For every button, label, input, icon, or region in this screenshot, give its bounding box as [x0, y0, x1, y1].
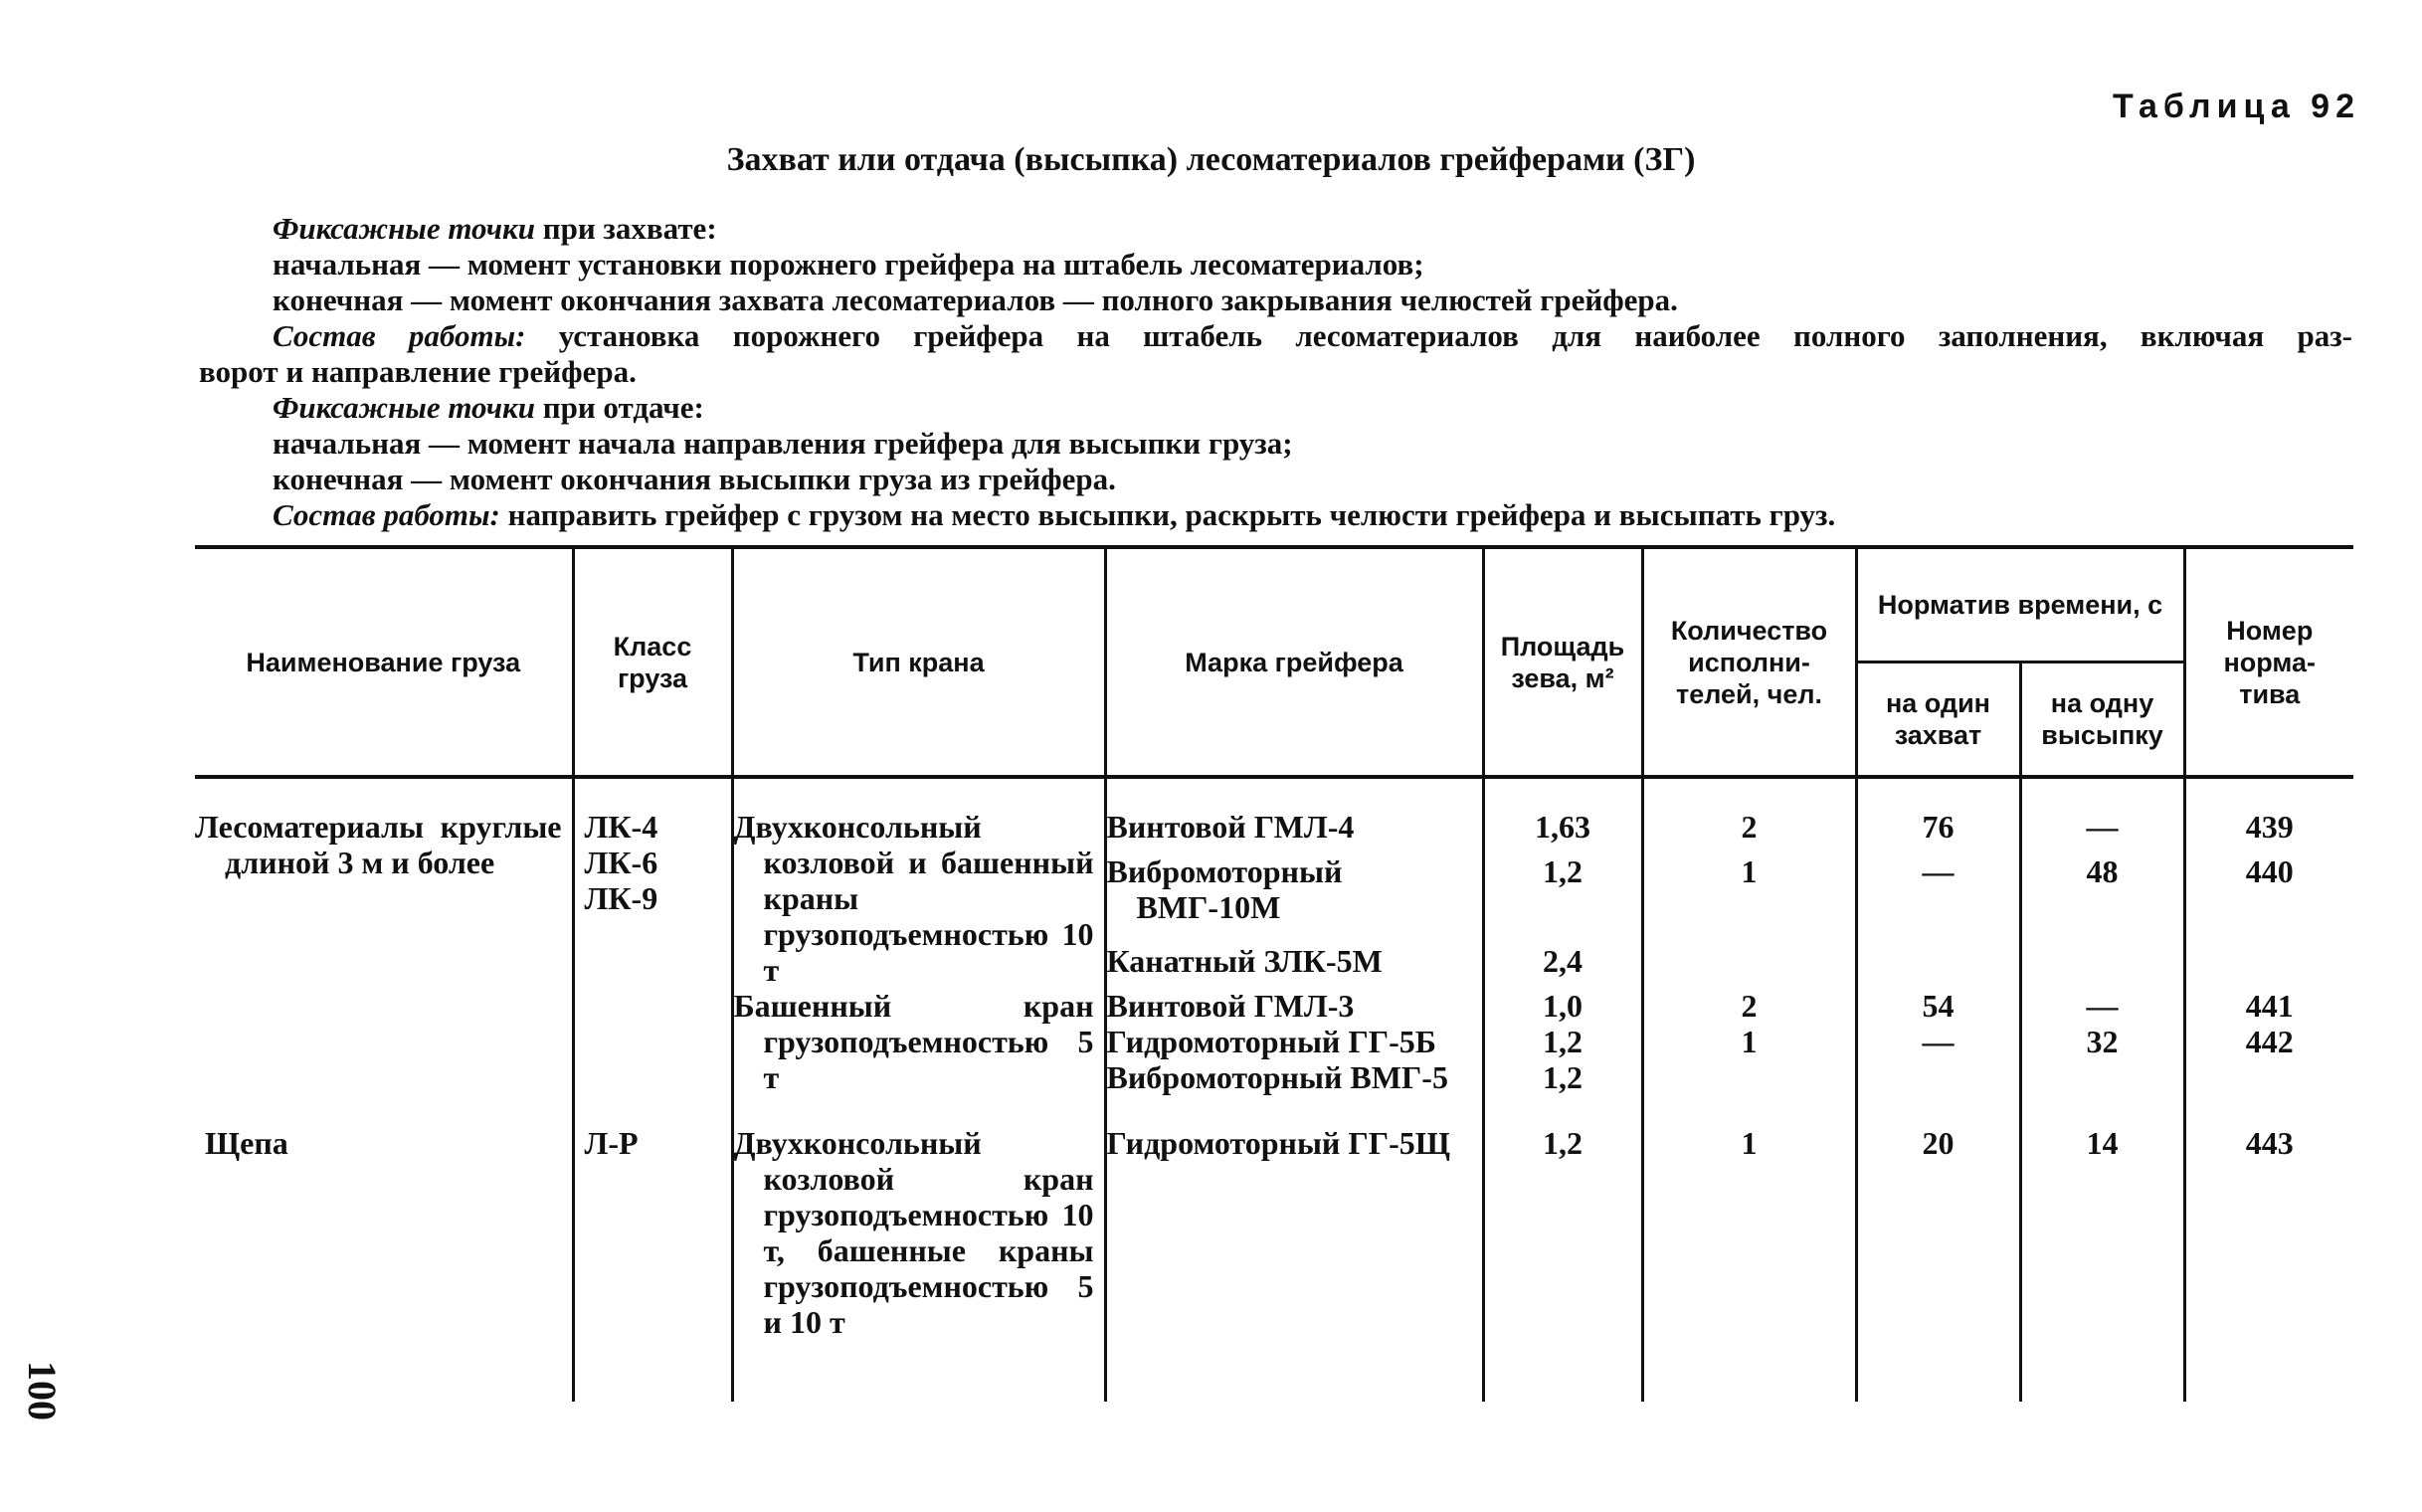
time-per-release: 48	[2020, 853, 2184, 943]
workers-count: 1	[1642, 1125, 1856, 1340]
cargo-class: ЛК-4	[584, 809, 658, 845]
fix-release-label: Фиксажные точки	[273, 390, 535, 425]
header-cargo-name: Наименование груза	[195, 547, 573, 777]
header-cargo-class: Класс груза	[573, 547, 732, 777]
time-per-capture: 76	[1856, 809, 2020, 853]
grab-brand: Винтовой ГМЛ-4	[1105, 809, 1483, 853]
table-title: Захват или отдача (высыпка) лесоматериалов грейферами (ЗГ)	[726, 141, 1696, 178]
cargo-class: ЛК-6	[584, 845, 658, 880]
jaw-area: 1,63	[1483, 809, 1642, 853]
time-per-release: —	[2020, 809, 2184, 853]
jaw-area: 1,2	[1483, 853, 1642, 943]
crane-type-1: Двухконсольный козловой и башенный краны грузоподъемностью 10 т	[732, 809, 1105, 988]
fix-release-text: при отдаче:	[534, 390, 704, 425]
intro-text	[199, 211, 2352, 533]
norm-number: 439	[2184, 809, 2353, 853]
grab-brand: Канатный ЗЛК-5М	[1105, 943, 1483, 988]
time-per-release	[2020, 943, 2184, 988]
header-row	[195, 547, 2353, 662]
work-capture-text-2: ворот и направление грейфера.	[199, 354, 637, 389]
fix-release-line	[199, 390, 2352, 426]
work-release-text: направить грейфер с грузом на место высыпки, раскрыть челюсти грейфера и высыпать груз.	[499, 497, 1836, 532]
work-release-label: Состав работы:	[273, 497, 500, 532]
cargo-class: ЛК-9	[584, 880, 658, 916]
page-number: 100	[20, 1361, 65, 1420]
start-capture: начальная — момент установки порожнего грейфера на штабель лесоматериалов;	[273, 247, 1424, 282]
time-per-capture: —	[1856, 1024, 2020, 1059]
norm-number	[2184, 1059, 2353, 1095]
header-per-capture: на один захват	[1856, 662, 2020, 778]
norms-table	[195, 545, 2353, 1402]
grab-brand: Гидромоторный ГГ-5Щ	[1105, 1125, 1483, 1340]
time-per-release	[2020, 1059, 2184, 1095]
time-per-release: —	[2020, 988, 2184, 1024]
header-jaw-area: Площадь зева, м²	[1483, 547, 1642, 777]
spacer-row	[195, 777, 2353, 809]
work-capture-line	[199, 318, 2352, 354]
norm-number: 442	[2184, 1024, 2353, 1059]
workers-count: 2	[1642, 988, 1856, 1024]
fix-capture-text: при захвате:	[534, 211, 717, 246]
norm-number: 440	[2184, 853, 2353, 943]
spacer-row	[195, 1340, 2353, 1402]
time-per-capture: —	[1856, 853, 2020, 943]
time-per-capture: 20	[1856, 1125, 2020, 1340]
header-workers-count: Количество исполни- телей, чел.	[1642, 547, 1856, 777]
end-capture: конечная — момент окончания захвата лесоматериалов — полного закрывания челюстей грейфера.	[273, 283, 1678, 317]
table-label: Таблица 92	[2113, 88, 2360, 125]
jaw-area: 1,0	[1483, 988, 1642, 1024]
time-per-release: 14	[2020, 1125, 2184, 1340]
table-row	[195, 809, 2353, 853]
workers-count	[1642, 1059, 1856, 1095]
norm-number: 443	[2184, 1125, 2353, 1340]
workers-count	[1642, 943, 1856, 988]
time-per-release: 32	[2020, 1024, 2184, 1059]
cargo-2-name: Щепа	[195, 1125, 573, 1340]
norm-number: 441	[2184, 988, 2353, 1024]
grab-brand: Винтовой ГМЛ-3	[1105, 988, 1483, 1024]
jaw-area: 2,4	[1483, 943, 1642, 988]
work-capture-label: Состав работы:	[273, 318, 526, 353]
cargo-1-classes	[573, 809, 732, 1095]
workers-count: 2	[1642, 809, 1856, 853]
table-row	[195, 1125, 2353, 1340]
header-norm-number: Номер норма- тива	[2184, 547, 2353, 777]
norm-number	[2184, 943, 2353, 988]
grab-brand: Вибромоторный ВМГ-10М	[1105, 853, 1483, 943]
workers-count: 1	[1642, 853, 1856, 943]
jaw-area: 1,2	[1483, 1024, 1642, 1059]
time-per-capture	[1856, 1059, 2020, 1095]
spacer-row	[195, 1095, 2353, 1125]
crane-type-3: Двухконсольный козловой кран грузоподъемностью 10 т, башенные краны грузоподъемностью 5 и 10 т	[732, 1125, 1105, 1340]
fix-capture-label: Фиксажные точки	[273, 211, 535, 246]
time-per-capture	[1856, 943, 2020, 988]
start-release: начальная — момент начала направления грейфера для высыпки груза;	[273, 426, 1293, 461]
fix-capture-line	[199, 211, 2352, 247]
grab-brand: Гидромоторный ГГ-5Б	[1105, 1024, 1483, 1059]
cargo-2-class: Л-Р	[573, 1125, 732, 1340]
header-grab-brand: Марка грейфера	[1105, 547, 1483, 777]
jaw-area: 1,2	[1483, 1125, 1642, 1340]
header-time-norm: Норматив времени, с	[1856, 547, 2184, 662]
crane-type-2: Башенный кран грузоподъемностью 5 т	[732, 988, 1105, 1095]
work-release-line	[199, 497, 2352, 533]
header-crane-type: Тип крана	[732, 547, 1105, 777]
jaw-area: 1,2	[1483, 1059, 1642, 1095]
end-release: конечная — момент окончания высыпки груза из грейфера.	[273, 462, 1116, 496]
work-capture-text-1: установка порожнего грейфера на штабель лесоматериалов для наиболее полного заполнения, включая раз-	[525, 318, 2352, 353]
workers-count: 1	[1642, 1024, 1856, 1059]
time-per-capture: 54	[1856, 988, 2020, 1024]
cargo-1-name: Лесоматериалы круглые длиной 3 м и более	[195, 809, 573, 1095]
header-per-release: на одну высыпку	[2020, 662, 2184, 778]
grab-brand: Вибромоторный ВМГ-5	[1105, 1059, 1483, 1095]
